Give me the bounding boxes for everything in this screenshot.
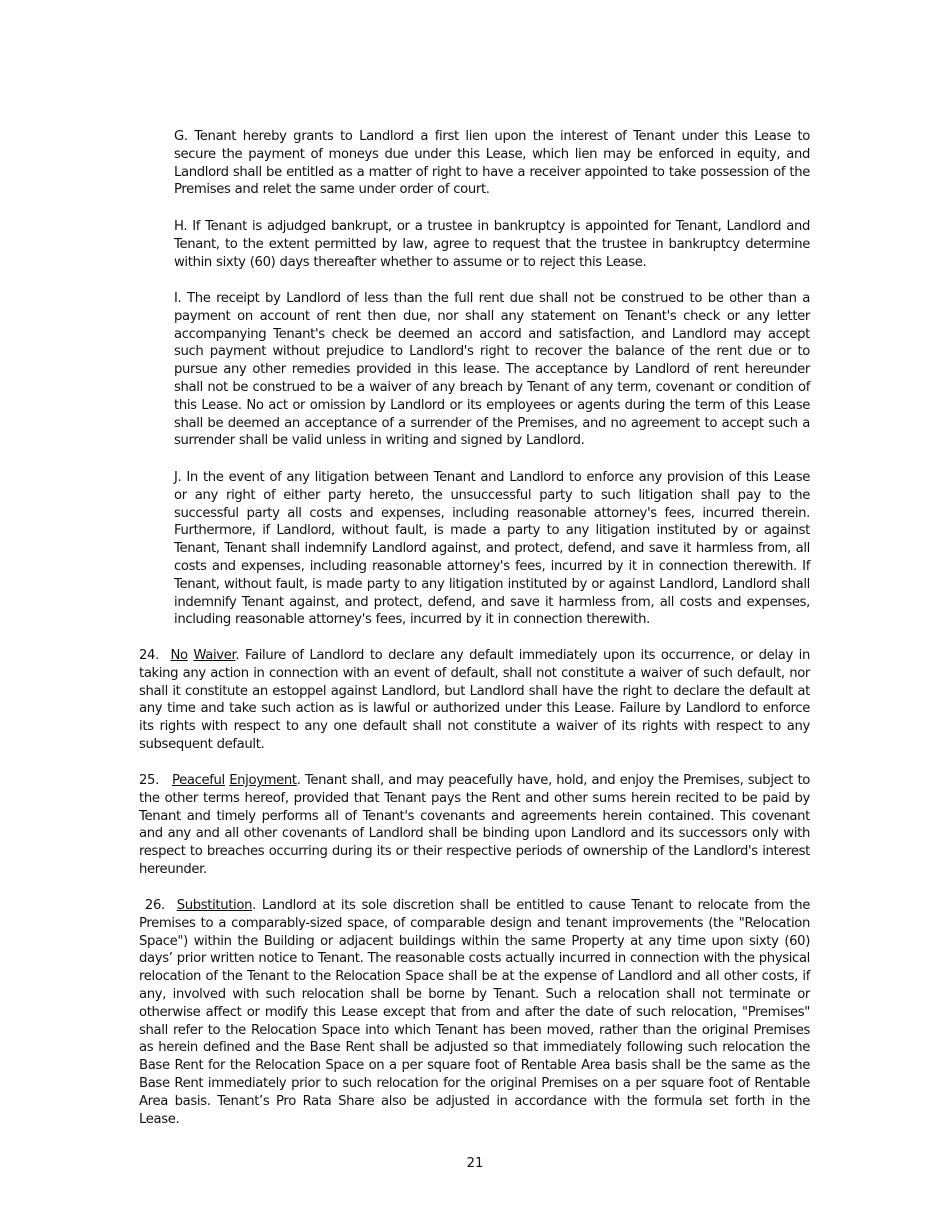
page-number: 21 xyxy=(466,1156,484,1171)
paragraph-g: G. Tenant hereby grants to Landlord a first lien upon the interest of Tenant under this Lease to secure the payment of moneys due under this Lease, which lien may be enforced in equity, and Landlord shall be entitled as a matter of right to have a receiver appointed to take possession of the Premises and relet the same under order of court. xyxy=(174,129,810,198)
section-25-peaceful-enjoyment xyxy=(139,772,810,879)
section-26-number: 26. xyxy=(144,898,165,913)
section-25-heading-part-2: Enjoyment xyxy=(229,773,297,788)
section-26-substitution xyxy=(139,897,810,1128)
paragraph-i: I. The receipt by Landlord of less than the full rent due shall not be construed to be other than a payment on account of rent then due, nor shall any statement on Tenant's check or any letter accompanying Tenant's check be deemed an accord and satisfaction, and Landlord may accept such payment without prejudice to Landlord's right to recover the balance of the rent due or to pursue any other remedies provided in this lease. The acceptance by Landlord of rent hereunder shall not be construed to be a waiver of any breach by Tenant of any term, covenant or condition of this Lease. No act or omission by Landlord or its employees or agents during the term of this Lease shall be deemed an acceptance of a surrender of the Premises, and no agreement to accept such a surrender shall be valid unless in writing and signed by Landlord. xyxy=(174,291,810,449)
section-25-number: 25. xyxy=(139,773,159,788)
section-26-heading: Substitution xyxy=(176,898,253,913)
section-25-heading-part-1: Peaceful xyxy=(171,773,225,788)
section-24-heading-part-1: No xyxy=(170,648,188,663)
section-24-number: 24. xyxy=(139,648,159,663)
paragraph-j: J. In the event of any litigation between Tenant and Landlord to enforce any provision of this Lease or any right of either party hereto, the unsuccessful party to such litigation shall pay to the successful party all costs and expenses, including reasonable attorney's fees, incurred therein. Furthermore, if Landlord, without fault, is made a party to any litigation instituted by or against Tenant, Tenant shall indemnify Landlord against, and protect, defend, and save it harmless from, all costs and expenses, including reasonable attorney's fees, incurred by it in connection therewith. If Tenant, without fault, is made party to any litigation instituted by or against Landlord, Landlord shall indemnify Tenant against, and protect, defend, and save it harmless from, all costs and expenses, including reasonable attorney's fees, incurred by it in connection therewith. xyxy=(174,470,810,628)
section-24-heading-part-2: Waiver xyxy=(193,648,236,663)
section-25-body: . Tenant shall, and may peacefully have, hold, and enjoy the Premises, subject to the other terms hereof, provided that Tenant pays the Rent and other sums herein recited to be paid by Tenant and timely performs all of Tenant's covenants and agreements herein contained. This covenant and any and all other covenants of Landlord shall be binding upon Landlord and its successors only with respect to breaches occurring during its or their respective periods of ownership of the Landlord's interest hereunder. xyxy=(139,773,810,877)
paragraph-h: H. If Tenant is adjudged bankrupt, or a trustee in bankruptcy is appointed for Tenant, Landlord and Tenant, to the extent permitted by law, agree to request that the trustee in bankruptcy determine within sixty (60) days thereafter whether to assume or to reject this Lease. xyxy=(174,219,810,270)
section-24-no-waiver xyxy=(139,647,810,754)
section-24-body: . Failure of Landlord to declare any default immediately upon its occurrence, or delay in taking any action in connection with an event of default, shall not constitute a waiver of such default, nor shall it constitute an estoppel against Landlord, but Landlord shall have the right to declare the default at any time and take such action as is lawful or authorized under this Lease. Failure by Landlord to enforce its rights with respect to any one default shall not constitute a waiver of its rights with respect to any subsequent default. xyxy=(139,648,810,752)
section-26-body: . Landlord at its sole discretion shall be entitled to cause Tenant to relocate from the Premises to a comparably-sized space, of comparable design and tenant improvements (the "Relocation Space") within the Building or adjacent buildings within the same Property at any time upon sixty (60) days’ prior written notice to Tenant. The reasonable costs actually incurred in connection with the physical relocation of the Tenant to the Relocation Space shall be at the expense of Landlord and all other costs, if any, involved with such relocation shall be borne by Tenant. Such a relocation shall not terminate or otherwise affect or modify this Lease except that from and after the date of such relocation, "Premises" shall refer to the Relocation Space into which Tenant has been moved, rather than the original Premises as herein defined and the Base Rent shall be adjusted so that immediately following such relocation the Base Rent for the Relocation Space on a per square foot of Rentable Area basis shall be the same as the Base Rent immediately prior to such relocation for the original Premises on a per square foot of Rentable Area basis. Tenant’s Pro Rata Share also be adjusted in accordance with the formula set forth in the Lease. xyxy=(139,898,810,1127)
